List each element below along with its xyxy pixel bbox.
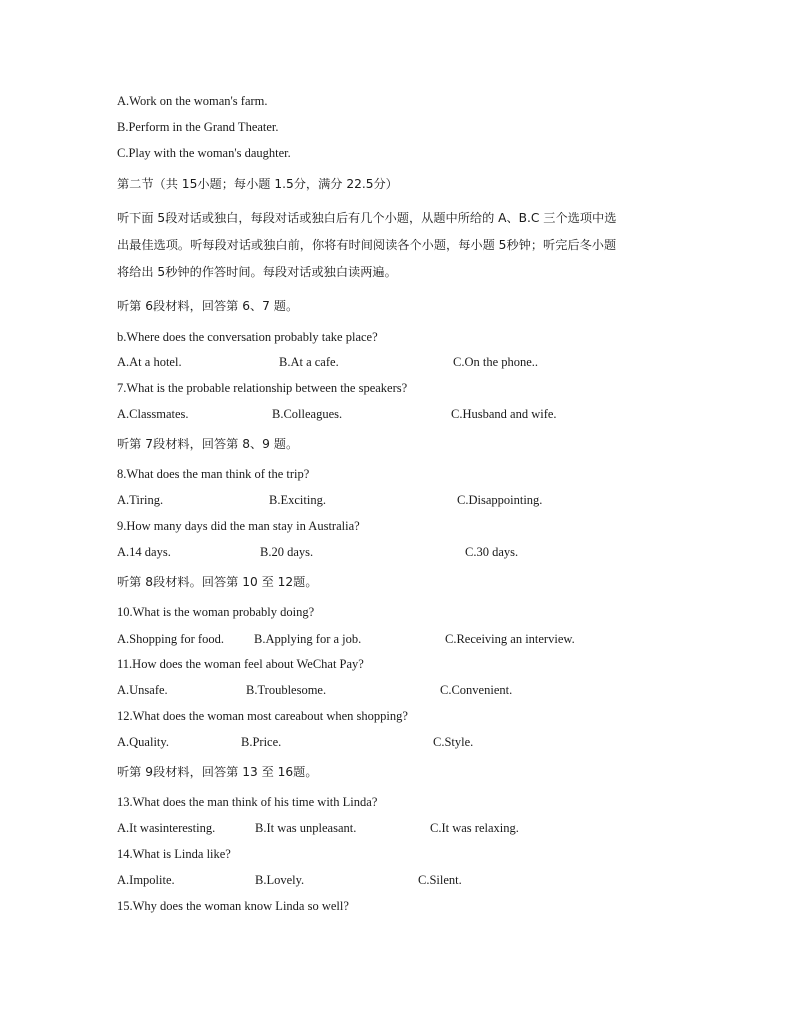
group-header: 听第 6段材料，回答第 6、7 题。: [117, 299, 299, 313]
choice-c: C.Disappointing.: [457, 493, 543, 507]
choice-a: A.Impolite.: [117, 873, 175, 887]
answer-options: [117, 734, 794, 750]
question-text: 9.How many days did the man stay in Australia?: [117, 519, 360, 533]
choice-b: B.Exciting.: [269, 493, 326, 507]
question-text: 14.What is Linda like?: [117, 847, 231, 861]
choice-a: A.Unsafe.: [117, 683, 168, 697]
answer-options: [117, 492, 794, 508]
answer-options: [117, 682, 794, 698]
choice-a: A.Shopping for food.: [117, 632, 224, 646]
choice-b: B.It was unpleasant.: [255, 821, 357, 835]
question-text: 7.What is the probable relationship between the speakers?: [117, 381, 408, 395]
answer-options: [117, 872, 794, 888]
question-text: 12.What does the woman most careabout when shopping?: [117, 709, 408, 723]
choice-c: C.It was relaxing.: [430, 821, 519, 835]
choice-a: A.At a hotel.: [117, 355, 182, 369]
choice-a: A.Tiring.: [117, 493, 164, 507]
choice-c: C.Silent.: [418, 873, 462, 887]
choice-a: A.Quality.: [117, 735, 169, 749]
answer-options: [117, 406, 794, 422]
choice-c: C.Receiving an interview.: [445, 632, 575, 646]
option-a: A.Work on the woman's farm.: [117, 94, 268, 108]
answer-options: [117, 820, 794, 836]
question-text: 10.What is the woman probably doing?: [117, 605, 315, 619]
choice-c: C.On the phone..: [453, 355, 539, 369]
group-header: 听第 7段材料，回答第 8、9 题。: [117, 437, 299, 451]
instruction-line: 出最佳选项。听每段对话或独白前，你将有时间阅读各个小题，每小题 5秒钟；听完后冬小题: [117, 238, 617, 252]
choice-c: C.Convenient.: [440, 683, 513, 697]
question-text: 15.Why does the woman know Linda so well?: [117, 899, 349, 913]
choice-a: A.Classmates.: [117, 407, 189, 421]
section-title: 第二节（共 15小题；每小题 1.5分，满分 22.5分）: [117, 177, 398, 191]
choice-b: B.At a cafe.: [279, 355, 339, 369]
choice-a: A.14 days.: [117, 545, 171, 559]
instruction-line: 听下面 5段对话或独白，每段对话或独白后有几个小题，从题中所给的 A、B.C 三个选项中选: [117, 211, 617, 225]
answer-options: [117, 631, 794, 647]
question-text: b.Where does the conversation probably take place?: [117, 330, 378, 344]
choice-c: C.Husband and wife.: [451, 407, 557, 421]
option-c: C.Play with the woman's daughter.: [117, 146, 291, 160]
choice-c: C.30 days.: [465, 545, 519, 559]
answer-options: [117, 544, 794, 560]
choice-a: A.It wasinteresting.: [117, 821, 216, 835]
group-header: 听第 9段材料，回答第 13 至 16题。: [117, 765, 318, 779]
instruction-line: 将给出 5秒钟的作答时间。每段对话或独白读两遍。: [117, 265, 397, 279]
group-header: 听第 8段材料。回答第 10 至 12题。: [117, 575, 318, 589]
choice-c: C.Style.: [433, 735, 474, 749]
choice-b: B.Price.: [241, 735, 282, 749]
choice-b: B.Colleagues.: [272, 407, 343, 421]
choice-b: B.20 days.: [260, 545, 314, 559]
answer-options: [117, 354, 794, 370]
question-text: 11.How does the woman feel about WeChat Pay?: [117, 657, 364, 671]
question-text: 8.What does the man think of the trip?: [117, 467, 310, 481]
option-b: B.Perform in the Grand Theater.: [117, 120, 279, 134]
choice-b: B.Applying for a job.: [254, 632, 362, 646]
choice-b: B.Troublesome.: [246, 683, 327, 697]
choice-b: B.Lovely.: [255, 873, 305, 887]
question-text: 13.What does the man think of his time with Linda?: [117, 795, 378, 809]
